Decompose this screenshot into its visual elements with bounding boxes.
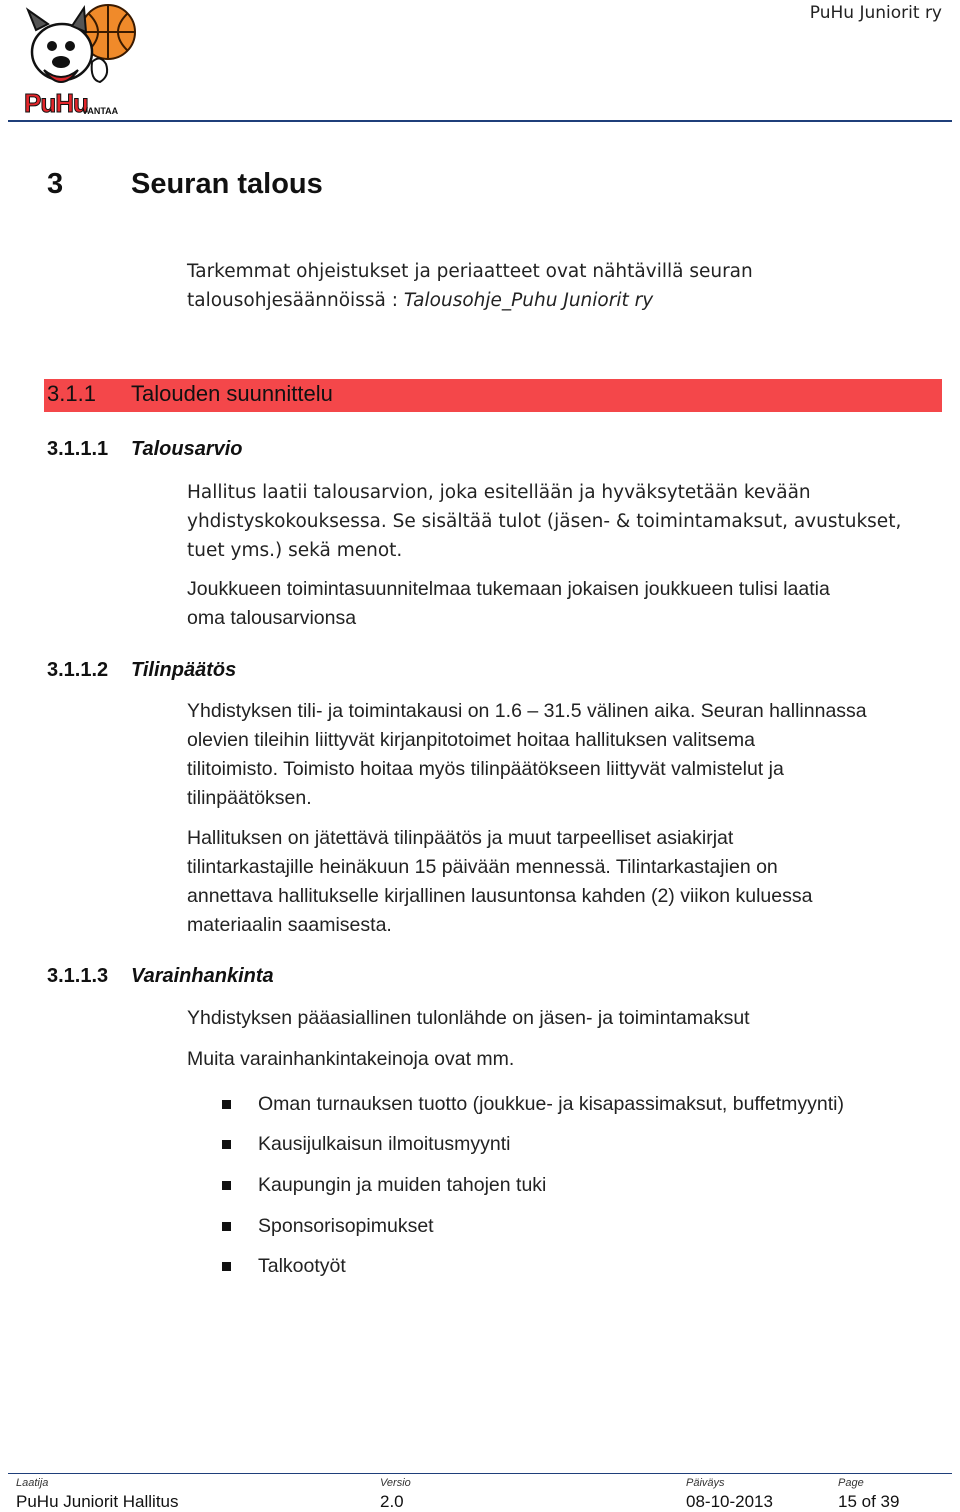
intro-document-reference: Talousohje_Puhu Juniorit ry xyxy=(403,290,654,311)
talousarvio-number: 3.1.1.1 xyxy=(47,438,109,460)
footer-page-label: Page xyxy=(838,1477,864,1489)
subsection-heading xyxy=(47,381,333,407)
list-item-text: Talkootyöt xyxy=(258,1255,346,1278)
paragraph-line: Hallituksen on jätettävä tilinpäätös ja muut tarpeelliset asiakirjat xyxy=(187,827,734,849)
list-item-text: Kaupungin ja muiden tahojen tuki xyxy=(258,1173,547,1196)
tilinpaatos-title: Tilinpäätös xyxy=(131,659,237,681)
section-title: Seuran talous xyxy=(131,168,323,200)
list-item xyxy=(222,1206,844,1247)
talousarvio-paragraph-1 xyxy=(187,478,947,565)
varainhankinta-title: Varainhankinta xyxy=(131,965,274,987)
footer-date: 08-10-2013 xyxy=(686,1492,773,1511)
footer-author: PuHu Juniorit Hallitus xyxy=(16,1492,179,1511)
logo-subtext: VANTAA xyxy=(82,106,119,116)
header-divider xyxy=(8,120,952,122)
talousarvio-title: Talousarvio xyxy=(131,438,243,460)
section-number: 3 xyxy=(47,168,64,200)
intro-line xyxy=(187,286,947,315)
header-org-name: PuHu Juniorit ry xyxy=(809,3,942,23)
square-bullet-icon xyxy=(222,1181,231,1190)
list-item-text: Oman turnauksen tuotto (joukkue- ja kisapassimaksut, buffetmyynti) xyxy=(258,1092,844,1115)
paragraph-line: tilintarkastajille heinäkuun 15 päivään mennessä. Tilintarkastajien on xyxy=(187,856,778,878)
list-item-text: Kausijulkaisun ilmoitusmyynti xyxy=(258,1133,511,1156)
intro-line: Tarkemmat ohjeistukset ja periaatteet ovat nähtävillä seuran xyxy=(187,261,753,282)
paragraph-line: Yhdistyksen tili- ja toimintakausi on 1.6 – 31.5 välinen aika. Seuran hallinnassa xyxy=(187,700,867,722)
footer-date-label: Päiväys xyxy=(686,1477,725,1489)
tilinpaatos-paragraph-1 xyxy=(187,697,947,813)
paragraph-line: yhdistyskokouksessa. Se sisältää tulot (jäsen- & toimintamaksut, avustukset, xyxy=(187,511,902,532)
list-item xyxy=(222,1246,844,1287)
talousarvio-paragraph-2 xyxy=(187,575,947,633)
list-item xyxy=(222,1084,844,1125)
footer-page: 15 of 39 xyxy=(838,1492,900,1511)
logo-wordmark: PuHu xyxy=(24,88,88,118)
varainhankinta-number: 3.1.1.3 xyxy=(47,965,109,987)
tilinpaatos-heading xyxy=(47,659,236,682)
paragraph-line: materiaalin saamisesta. xyxy=(187,914,392,936)
intro-prefix: talousohjesäännöissä : xyxy=(187,290,404,311)
footer-version: 2.0 xyxy=(380,1492,404,1511)
footer-author-label: Laatija xyxy=(16,1477,49,1489)
list-item xyxy=(222,1165,844,1206)
paragraph-line: tuet yms.) sekä menot. xyxy=(187,540,403,561)
club-logo xyxy=(14,2,136,118)
square-bullet-icon xyxy=(222,1222,231,1231)
square-bullet-icon xyxy=(222,1140,231,1149)
talousarvio-heading xyxy=(47,438,243,461)
paragraph-line: oma talousarvionsa xyxy=(187,607,357,629)
subsection-title: Talouden suunnittelu xyxy=(131,381,333,406)
tilinpaatos-paragraph-2 xyxy=(187,824,947,940)
paragraph-line: Joukkueen toimintasuunnitelmaa tukemaan jokaisen joukkueen tulisi laatia xyxy=(187,578,830,600)
list-item xyxy=(222,1125,844,1166)
subsection-number: 3.1.1 xyxy=(47,381,96,406)
varainhankinta-list xyxy=(222,1084,844,1287)
paragraph-line: Hallitus laatii talousarvion, joka esitellään ja hyväksytetään kevään xyxy=(187,482,811,503)
square-bullet-icon xyxy=(222,1100,231,1109)
paragraph-line: annettava hallitukselle kirjallinen lausuntonsa kahden (2) viikon kuluessa xyxy=(187,885,813,907)
square-bullet-icon xyxy=(222,1262,231,1271)
varainhankinta-heading xyxy=(47,965,274,988)
list-item-text: Sponsorisopimukset xyxy=(258,1214,434,1237)
tilinpaatos-number: 3.1.1.2 xyxy=(47,659,109,681)
paragraph-line: tilinpäätöksen. xyxy=(187,787,312,809)
section-intro xyxy=(187,257,947,315)
paragraph-line: tilitoimisto. Toimisto hoitaa myös tilinpäätökseen liittyvät valmistelut ja xyxy=(187,758,784,780)
varainhankinta-paragraph-2: Muita varainhankintakeinoja ovat mm. xyxy=(187,1048,515,1070)
footer-divider xyxy=(8,1473,952,1474)
section-heading xyxy=(47,168,323,201)
varainhankinta-paragraph-1: Yhdistyksen pääasiallinen tulonlähde on jäsen- ja toimintamaksut xyxy=(187,1007,750,1029)
paragraph-line: olevien tileihin liittyvät kirjanpitotoimet hoitaa hallituksen valitsema xyxy=(187,729,755,751)
footer-version-label: Versio xyxy=(380,1477,411,1489)
